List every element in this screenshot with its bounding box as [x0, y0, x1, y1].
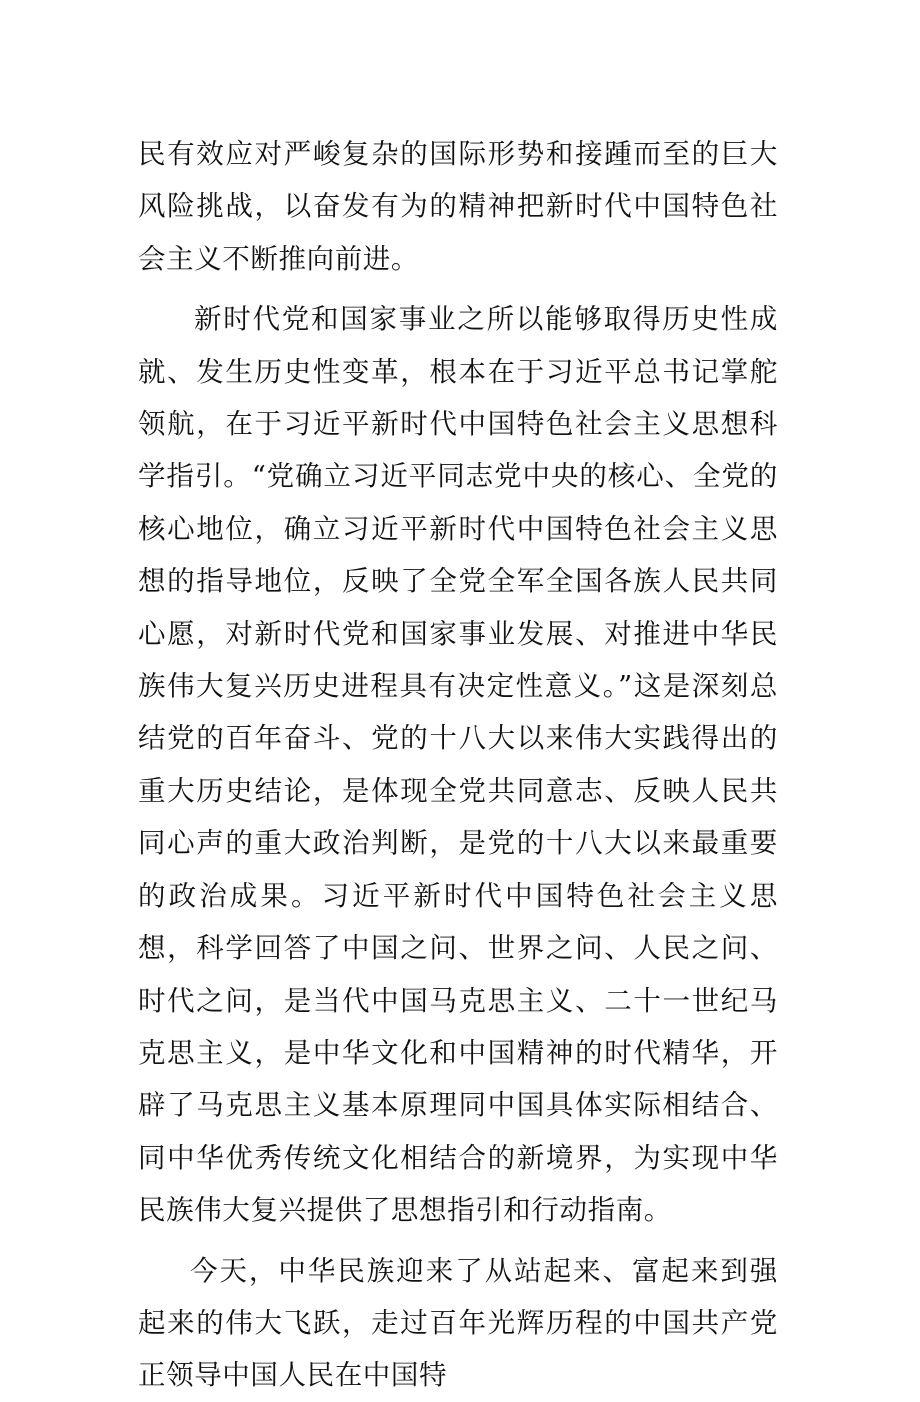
paragraph-core-leadership: 新时代党和国家事业之所以能够取得历史性成就、发生历史性变革，根本在于习近平总书记掌舵领航，在于习近平新时代中国特色社会主义思想科学指引。“党确立习近平同志党中央的核心、全党的核心地位，确立习近平新时代中国特色社会主义思想的指导地位，反映了全党全军全国各族人民共同心愿，对新时代党和国家事业发展、对推进中华民族伟大复兴历史进程具有决定性意义。”这是深刻总结党的百年奋斗、党的十八大以来伟大实践得出的重大历史结论，是体现全党共同意志、反映人民共同心声的重大政治判断，是党的十八大以来最重要的政治成果。习近平新时代中国特色社会主义思想，科学回答了中国之问、世界之问、人民之问、时代之问，是当代中国马克思主义、二十一世纪马克思主义，是中华文化和中国精神的时代精华，开辟了马克思主义基本原理同中国具体实际相结合、同中华优秀传统文化相结合的新境界，为实现中华民族伟大复兴提供了思想指引和行动指南。 [138, 303, 778, 1227]
document-body [138, 128, 778, 1402]
paragraph-today: 今天，中华民族迎来了从站起来、富起来到强起来的伟大飞跃，走过百年光辉历程的中国共产党正领导中国人民在中国特 [138, 1254, 778, 1392]
paragraph-continued: 民有效应对严峻复杂的国际形势和接踵而至的巨大风险挑战，以奋发有为的精神把新时代中国特色社会主义不断推向前进。 [138, 138, 778, 275]
